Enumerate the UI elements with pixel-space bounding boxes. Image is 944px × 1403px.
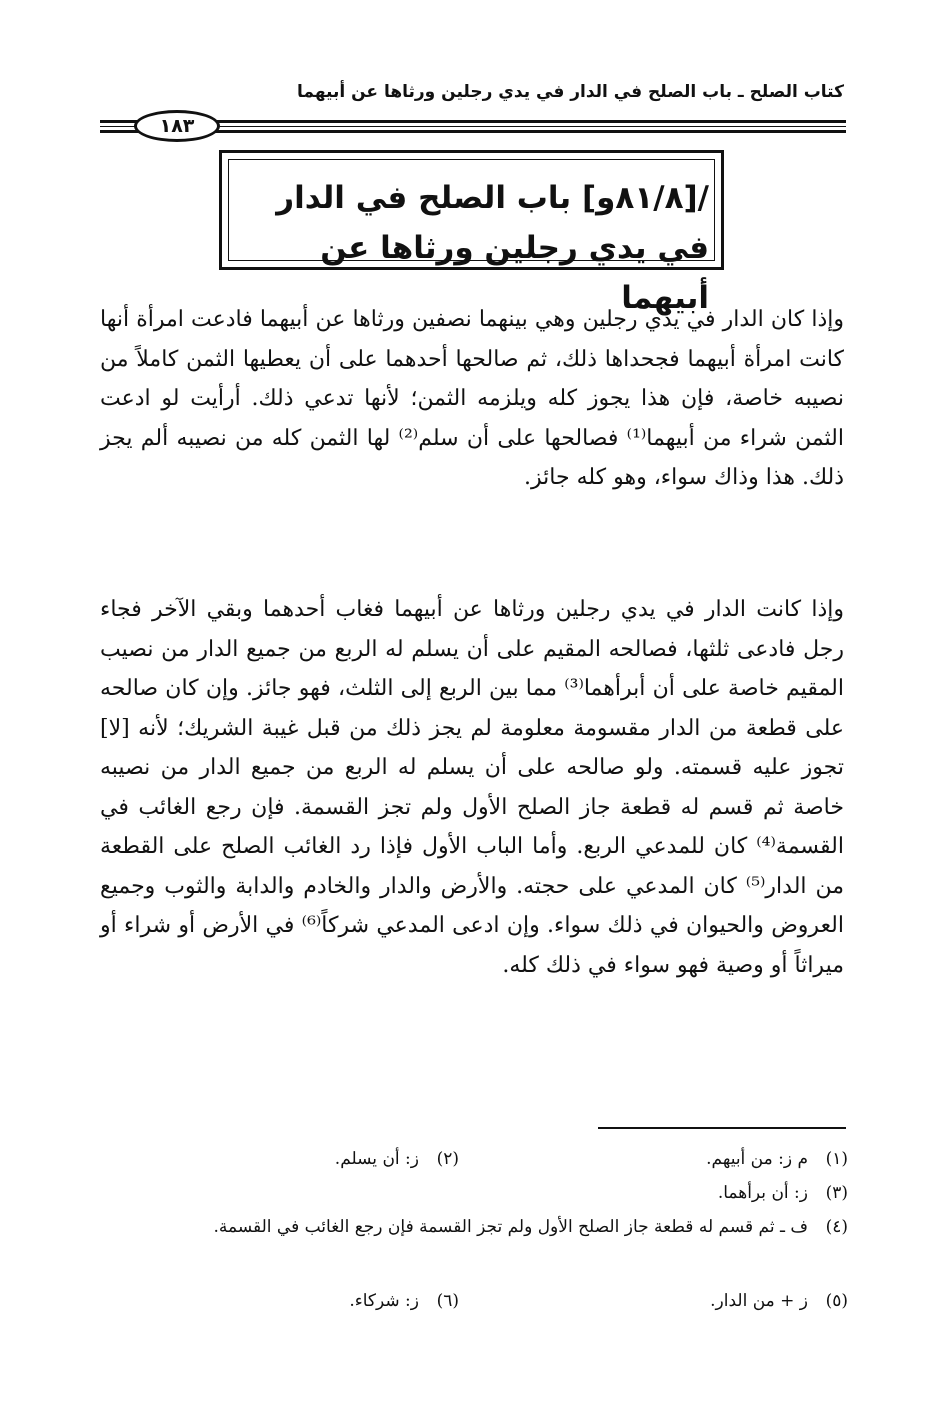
running-head: كتاب الصلح ـ باب الصلح في الدار في يدي رجلين ورثاها عن أبيهما (297, 82, 844, 102)
footnote-text: ف ـ ثم قسم له قطعة جاز الصلح الأول ولم تجز القسمة فإن رجع الغائب في القسمة. (213, 1217, 808, 1237)
footnote-text: ز + من الدار. (710, 1291, 808, 1311)
footnote-separator (598, 1127, 846, 1129)
footnote-number: (١) (825, 1149, 848, 1169)
footnote-number: (٥) (825, 1291, 848, 1311)
footnote (98, 1212, 848, 1242)
footnote-number: (٦) (436, 1291, 459, 1311)
footnote-number: (٤) (825, 1217, 848, 1237)
footnote-number: (٣) (825, 1183, 848, 1203)
header-rule (100, 106, 846, 146)
chapter-title: /[٨١/٨و] باب الصلح في الدار في يدي رجلين ورثاها عن أبيهما (276, 180, 709, 316)
chapter-title-frame (219, 150, 724, 316)
footnote (718, 1178, 848, 1208)
page-number: ١٨٣ (134, 110, 220, 142)
footnote (335, 1144, 459, 1174)
footnote-text: م ز: من أبيهم. (706, 1149, 808, 1169)
footnote-text: ز: شركاء. (349, 1291, 419, 1311)
body-paragraph: وإذا كان الدار في يدي رجلين وهي بينهما نصفين ورثاها عن أبيهما فادعت امرأة أنها كانت امرأة أبيهما فجحداها ذلك، ثم صالحها أحدهما على أن يعطيها الثمن كاملاً من نصيبه خاصة، فإن هذا يجوز كله ويلزمه الثمن؛ لأنها تدعي ذلك. أرأيت لو ادعت الثمن شراء من أبيهما⁽¹⁾ فصالحها على أن سلم⁽²⁾ لها الثمن كله من نصيبه ألم يجز ذلك. هذا وذاك سواء، وهو كله جائز. (100, 307, 844, 490)
footnote-number: (٢) (436, 1149, 459, 1169)
footnote-text: ز: أن برأهما. (717, 1183, 808, 1203)
footnote (706, 1144, 848, 1174)
footnote (349, 1286, 459, 1316)
footnote (710, 1286, 848, 1316)
body-paragraph: وإذا كانت الدار في يدي رجلين ورثاها عن أبيهما فغاب أحدهما وبقي الآخر فجاء رجل فادعى ثلثها، فصالحه المقيم على أن يسلم له الربع من جميع الدار من نصيب المقيم خاصة على أن أبرأهما⁽³⁾ مما بين الربع إلى الثلث، فهو جائز. وإن كان صالحه على قطعة من الدار مقسومة معلومة لم يجز ذلك من قبل غيبة الشريك؛ لأنه [لا] تجوز عليه قسمته. ولو صالحه على أن يسلم له الربع من جميع الدار من نصيبه خاصة ثم قسم له قطعة جاز الصلح الأول ولم تجز القسمة. فإن رجع الغائب في القسمة⁽⁴⁾ كان للمدعي الربع. وأما الباب الأول فإذا رد الغائب الصلح على القطعة من الدار⁽⁵⁾ كان المدعي على حجته. والأرض والدار والخادم والدابة والثوب وجميع العروض والحيوان في ذلك سواء. وإن ادعى المدعي شركاً⁽⁶⁾ في الأرض أو شراء أو ميراثاً أو وصية فهو سواء في ذلك كله. (100, 597, 844, 978)
footnote-text: ز: أن يسلم. (334, 1149, 419, 1169)
